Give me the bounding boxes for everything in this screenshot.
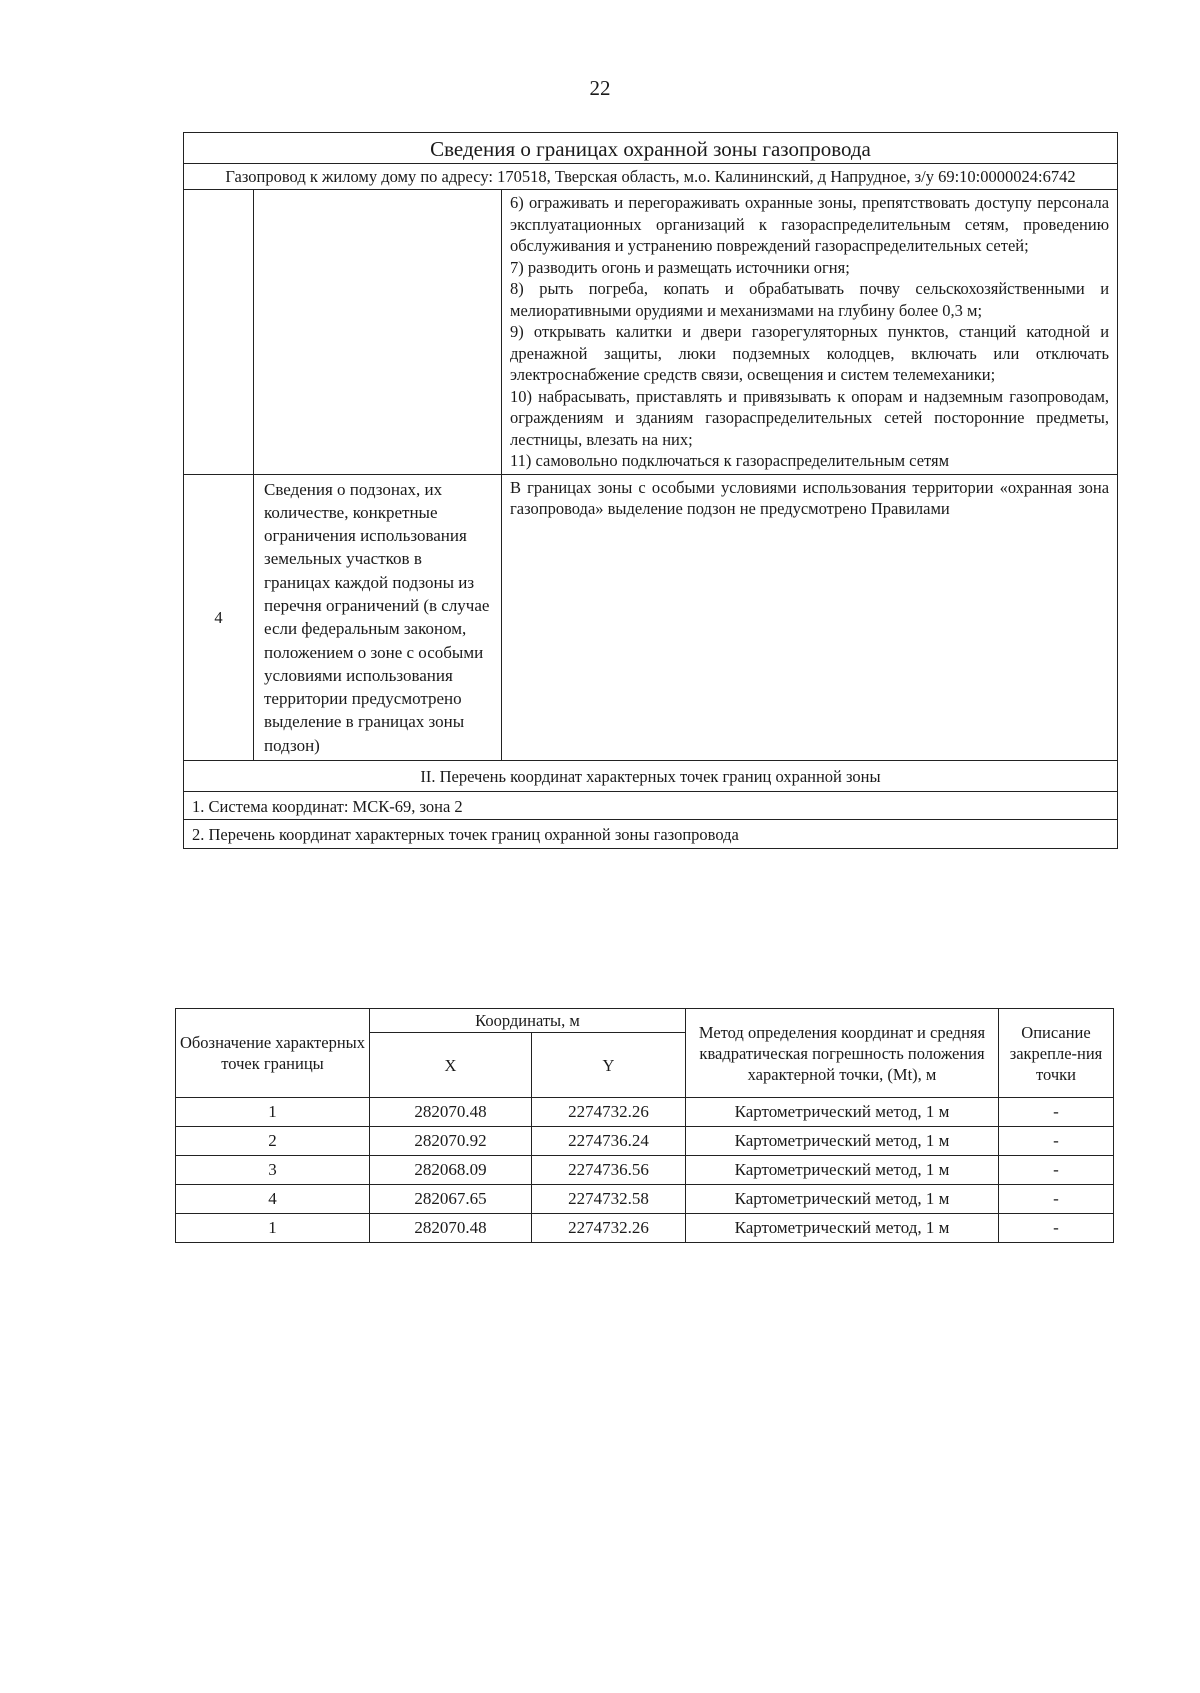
method-cell: Картометрический метод, 1 м: [686, 1214, 999, 1243]
header-method: Метод определения координат и средняя квадратическая погрешность положения характерной точки, (Mt), м: [686, 1009, 999, 1098]
point-cell: 4: [176, 1185, 370, 1214]
subzones-attribute: Сведения о подзонах, их количестве, конкретные ограничения использования земельных участков в границах каждой подзоны из перечня ограничений (в случае если федеральным законом, положением о зоне с особыми условиями использования территории предусмотрено выделение в границах зоны подзон): [254, 474, 502, 761]
y-cell: 2274736.56: [532, 1156, 686, 1185]
table-row: [176, 1156, 1114, 1185]
header-x: X: [370, 1033, 532, 1098]
y-cell: 2274732.26: [532, 1214, 686, 1243]
document-title: Сведения о границах охранной зоны газопровода: [184, 133, 1118, 164]
point-cell: 1: [176, 1098, 370, 1127]
coordinates-table: [175, 1008, 1114, 1243]
y-cell: 2274736.24: [532, 1127, 686, 1156]
x-cell: 282070.48: [370, 1214, 532, 1243]
coord-list-title: 2. Перечень координат характерных точек границ охранной зоны газопровода: [184, 820, 1118, 849]
description-cell: -: [999, 1127, 1114, 1156]
restriction-item: 10) набрасывать, приставлять и привязывать к опорам и надземным газопроводам, ограждениям и зданиям газораспределительных сетей посторонние предметы, лестницы, влезать на них;: [510, 386, 1110, 449]
table-row: [176, 1098, 1114, 1127]
point-cell: 2: [176, 1127, 370, 1156]
table-row: [176, 1127, 1114, 1156]
subzones-value: [502, 474, 1118, 761]
subzones-text: В границах зоны с особыми условиями использования территории «охранная зона газопровода» выделение подзон не предусмотрено Правилами: [510, 477, 1110, 518]
row-number-empty: [184, 190, 254, 475]
attribute-empty: [254, 190, 502, 475]
x-cell: 282070.48: [370, 1098, 532, 1127]
y-cell: 2274732.26: [532, 1098, 686, 1127]
header-description: Описание закрепле-ния точки: [999, 1009, 1114, 1098]
x-cell: 282068.09: [370, 1156, 532, 1185]
method-cell: Картометрический метод, 1 м: [686, 1098, 999, 1127]
page-number: 22: [589, 76, 611, 100]
description-cell: -: [999, 1156, 1114, 1185]
header-y: Y: [532, 1033, 686, 1098]
description-cell: -: [999, 1214, 1114, 1243]
method-cell: Картометрический метод, 1 м: [686, 1127, 999, 1156]
restriction-item: 6) ограживать и перегораживать охранные зоны, препятствовать доступу персонала эксплуатационных организаций к газораспределительным сетям, проведению обслуживания и устранению повреждений газораспределительных сетей;: [510, 193, 1110, 255]
coord-system: 1. Система координат: МСК-69, зона 2: [184, 791, 1118, 820]
x-cell: 282067.65: [370, 1185, 532, 1214]
restriction-item: 11) самовольно подключаться к газораспределительным сетям: [510, 451, 950, 470]
table-row: [176, 1214, 1114, 1243]
zone-info-table: [183, 132, 1118, 849]
y-cell: 2274732.58: [532, 1185, 686, 1214]
restrictions-row: [184, 190, 1118, 475]
description-cell: -: [999, 1098, 1114, 1127]
point-cell: 1: [176, 1214, 370, 1243]
header-point: Обозначение характерных точек границы: [176, 1009, 370, 1098]
x-cell: 282070.92: [370, 1127, 532, 1156]
method-cell: Картометрический метод, 1 м: [686, 1185, 999, 1214]
table-row: [176, 1185, 1114, 1214]
header-coords: Координаты, м: [370, 1009, 686, 1033]
row-number: 4: [184, 474, 254, 761]
description-cell: -: [999, 1185, 1114, 1214]
subzones-row: [184, 474, 1118, 761]
restriction-item: 7) разводить огонь и размещать источники огня;: [510, 257, 850, 277]
restrictions-list: [502, 190, 1118, 475]
method-cell: Картометрический метод, 1 м: [686, 1156, 999, 1185]
section-title: II. Перечень координат характерных точек границ охранной зоны: [184, 761, 1118, 792]
document-subtitle: Газопровод к жилому дому по адресу: 170518, Тверская область, м.о. Калининский, д Напрудное, з/у 69:10:0000024:6742: [184, 164, 1118, 190]
restriction-item: 9) открывать калитки и двери газорегуляторных пунктов, станций катодной и дренажной защиты, люки подземных колодцев, включать или отключать электроснабжение средств связи, освещения и систем телемеханики;: [510, 322, 1110, 384]
point-cell: 3: [176, 1156, 370, 1185]
restriction-item: 8) рыть погреба, копать и обрабатывать почву сельскохозяйственными и мелиоративными орудиями и механизмами на глубину более 0,3 м;: [510, 279, 1110, 320]
